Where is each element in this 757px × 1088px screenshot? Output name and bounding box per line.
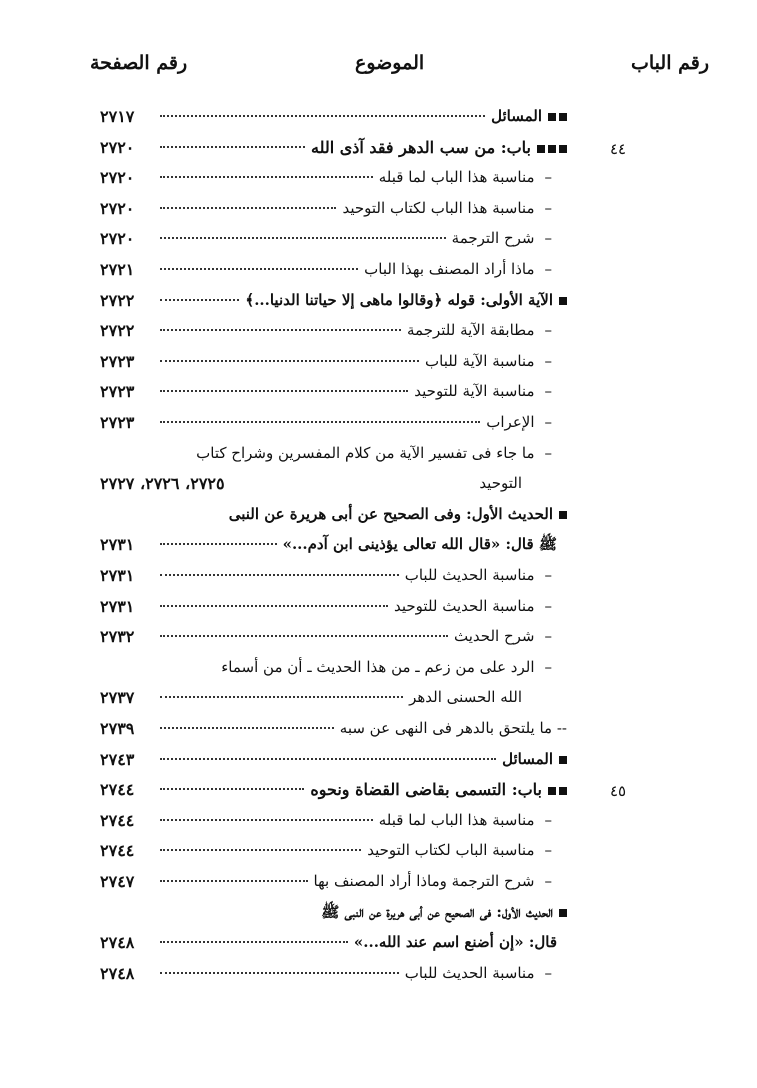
dot-leader — [160, 635, 448, 637]
dot-leader — [160, 849, 361, 851]
dash-marker: – — [544, 566, 552, 584]
page-number-header: رقم الصفحة — [90, 52, 188, 74]
page-number: ٢٧٤٤ — [100, 810, 135, 830]
page-number: ٢٧٢٣ — [100, 382, 135, 402]
toc-row — [0, 287, 757, 317]
page-number: ٢٧٣١ — [100, 596, 135, 616]
dot-leader — [160, 329, 401, 331]
toc-entry — [314, 872, 552, 890]
square-bullet-icon — [559, 297, 567, 305]
entry-text: ما جاء فى تفسير الآية من كلام المفسرين وشراح كتاب — [196, 443, 535, 462]
entry-text: الرد على من زعم ـ من هذا الحديث ـ أن من أسماء — [221, 657, 535, 676]
entry-text: الحديث الأول: فى الصحيح عن أبى هريرة عن النبى ﷺ — [321, 902, 553, 921]
dash-marker: – — [544, 443, 552, 462]
dot-leader — [160, 696, 403, 698]
dot-leader — [160, 880, 308, 882]
entry-text: -- ما يلتحق بالدهر فى النهى عن سبه — [339, 719, 567, 737]
entry-text: باب: التسمى بقاضى القضاة ونحوه — [310, 780, 542, 800]
dot-leader — [160, 605, 388, 607]
entry-text: مناسبة هذا الباب لما قبله — [378, 810, 535, 829]
toc-entry — [340, 719, 567, 737]
square-bullet-icon — [537, 145, 567, 153]
entry-text: مناسبة الحديث للتوحيد — [394, 596, 535, 615]
page-number: ٢٧٢٥، ٢٧٢٦، ٢٧٢٧ — [100, 474, 225, 494]
toc-row — [0, 164, 757, 194]
toc-entry — [196, 444, 552, 462]
toc-row — [0, 899, 757, 929]
toc-entry — [310, 780, 567, 799]
toc-row — [0, 837, 757, 867]
toc-row — [0, 623, 757, 653]
square-bullet-icon — [548, 787, 567, 795]
entry-text: الإعراب — [486, 413, 535, 431]
dot-leader — [160, 941, 348, 943]
entry-text: مناسبة الآية للتوحيد — [414, 382, 535, 401]
toc-row — [0, 776, 757, 806]
page-number: ٢٧٣٩ — [100, 719, 135, 738]
toc-entry — [321, 903, 567, 925]
dot-leader — [160, 727, 334, 729]
toc-entry — [452, 229, 552, 247]
page-number: ٢٧٤٤ — [100, 780, 135, 800]
dash-marker: – — [544, 627, 552, 646]
entry-text: شرح الحديث — [454, 627, 535, 646]
dot-leader — [160, 819, 373, 821]
toc-entry — [245, 291, 567, 309]
toc-entry — [379, 811, 552, 829]
dash-marker: – — [544, 229, 552, 248]
entry-text: الآية الأولى: قوله ﴿وقالوا ماهى إلا حياتنا الدنيا...﴾ — [245, 290, 553, 309]
page-number: ٢٧٣١ — [100, 566, 135, 585]
entry-text: مطابقة الآية للترجمة — [406, 321, 535, 340]
bullet-square — [559, 297, 567, 305]
page-number: ٢٧٤٨ — [100, 963, 135, 983]
toc-row — [0, 684, 757, 714]
dot-leader — [160, 574, 399, 576]
dot-leader — [160, 972, 399, 974]
toc-entry — [229, 505, 567, 523]
page-number: ٢٧٢٢ — [100, 321, 135, 341]
toc-entry — [407, 321, 552, 339]
dash-marker: – — [544, 596, 552, 615]
toc-row — [0, 654, 757, 684]
page-number: ٢٧١٧ — [100, 107, 135, 126]
toc-entry — [414, 382, 552, 400]
toc-entry — [491, 107, 567, 125]
dash-marker: – — [544, 351, 552, 370]
entry-text: مناسبة الآية للباب — [425, 351, 535, 370]
dot-leader — [160, 237, 446, 239]
page-number: ٢٧٣٢ — [100, 627, 135, 647]
toc-row — [0, 103, 757, 133]
page-number: ٢٧٢٠ — [100, 229, 135, 249]
toc-row — [0, 348, 757, 378]
page-number: ٢٧٢١ — [100, 260, 135, 279]
toc-entry — [454, 627, 552, 645]
chapter-number-header: رقم الباب — [631, 52, 709, 74]
entry-text: التوحيد — [479, 474, 522, 493]
entry-text: قال: «إن أضنع اسم عند الله...» — [353, 933, 557, 952]
entry-text: المسائل — [502, 749, 553, 768]
toc-row — [0, 256, 757, 286]
dot-leader — [160, 176, 373, 178]
page-number: ٢٧٢٠ — [100, 137, 135, 157]
entry-text: مناسبة الحديث للباب — [404, 566, 535, 584]
toc-row — [0, 960, 757, 990]
bullet-square — [559, 145, 567, 153]
toc-entry — [394, 597, 552, 615]
toc-entry — [405, 566, 552, 584]
toc-row — [0, 593, 757, 623]
entry-text: شرح الترجمة — [451, 229, 535, 248]
toc-entry — [502, 750, 567, 768]
toc-row — [0, 317, 757, 347]
toc-row — [0, 807, 757, 837]
page-number: ٢٧٢٠ — [100, 198, 135, 218]
square-bullet-icon — [559, 909, 567, 917]
toc-row — [0, 746, 757, 776]
chapter-number: ٤٥ — [610, 782, 627, 801]
square-bullet-icon — [548, 113, 567, 121]
dash-marker: – — [544, 657, 552, 676]
page-number: ٢٧٢٢ — [100, 290, 135, 310]
toc-row — [0, 501, 757, 531]
toc-entry — [283, 535, 557, 557]
dot-leader — [160, 788, 304, 790]
toc-entry — [221, 658, 552, 676]
chapter-number: ٤٤ — [610, 139, 627, 158]
toc-row — [0, 531, 757, 561]
page-number: ٢٧٤٧ — [100, 872, 135, 891]
entry-text: مناسبة هذا الباب لكتاب التوحيد — [342, 198, 535, 217]
bullet-square — [548, 113, 556, 121]
page-number: ٢٧٢٣ — [100, 351, 135, 371]
entry-text: مناسبة الباب لكتاب التوحيد — [367, 841, 535, 860]
toc-row — [0, 470, 757, 500]
dot-leader — [160, 758, 496, 760]
bullet-square — [559, 909, 567, 917]
dash-marker: – — [544, 260, 552, 278]
dot-leader — [160, 146, 305, 148]
page-number: ٢٧٢٠ — [100, 168, 135, 188]
dot-leader — [160, 543, 277, 545]
toc-row — [0, 134, 757, 164]
page-number: ٢٧٢٣ — [100, 413, 135, 432]
dash-marker: – — [544, 413, 552, 431]
dash-marker: – — [544, 841, 552, 860]
dash-marker: – — [544, 963, 552, 982]
dot-leader — [160, 360, 419, 362]
dot-leader — [160, 115, 485, 117]
dot-leader — [160, 390, 408, 392]
dash-marker: – — [544, 872, 552, 890]
entry-text: مناسبة الحديث للباب — [404, 963, 535, 982]
bullet-square — [548, 145, 556, 153]
toc-entry — [364, 260, 552, 278]
dash-marker: – — [544, 321, 552, 340]
toc-row — [0, 929, 757, 959]
bullet-square — [548, 787, 556, 795]
entry-text: شرح الترجمة وماذا أراد المصنف بها — [313, 872, 535, 890]
entry-text: المسائل — [491, 107, 542, 125]
toc-entry — [479, 474, 522, 492]
entry-text: مناسبة هذا الباب لما قبله — [378, 168, 535, 187]
toc-entry — [405, 964, 552, 982]
toc-row — [0, 409, 757, 439]
toc-row — [0, 195, 757, 225]
dash-marker: – — [544, 810, 552, 829]
dash-marker: – — [544, 382, 552, 401]
dash-marker: – — [544, 198, 552, 217]
bullet-square — [537, 145, 545, 153]
page-number: ٢٧٤٤ — [100, 841, 135, 861]
toc-entry — [311, 138, 567, 157]
toc-row — [0, 440, 757, 470]
page-number: ٢٧٣٧ — [100, 688, 135, 708]
toc-entry — [425, 352, 552, 370]
bullet-square — [559, 756, 567, 764]
page-number: ٢٧٤٨ — [100, 933, 135, 953]
toc-entry — [379, 168, 552, 186]
toc-entry — [354, 933, 557, 951]
toc-row — [0, 378, 757, 408]
page-number: ٢٧٣١ — [100, 535, 135, 555]
entry-text: الحديث الأول: وفى الصحيح عن أبى هريرة عن النبى — [228, 504, 553, 523]
square-bullet-icon — [559, 511, 567, 519]
square-bullet-icon — [559, 756, 567, 764]
entry-text: باب: من سب الدهر فقد آذى الله — [311, 137, 531, 157]
toc-row — [0, 225, 757, 255]
bullet-square — [559, 787, 567, 795]
toc-entry — [486, 413, 552, 431]
toc-row — [0, 715, 757, 745]
toc-row — [0, 562, 757, 592]
dash-marker: – — [544, 168, 552, 187]
bullet-square — [559, 113, 567, 121]
toc-row — [0, 868, 757, 898]
dot-leader — [160, 268, 358, 270]
entry-text: ماذا أراد المصنف بهذا الباب — [364, 260, 535, 278]
dot-leader — [160, 421, 480, 423]
entry-text: الله الحسنى الدهر — [409, 688, 522, 707]
toc-entry — [342, 199, 552, 217]
topic-header: الموضوع — [355, 52, 425, 74]
dot-leader — [160, 207, 336, 209]
page-number: ٢٧٤٣ — [100, 749, 135, 769]
toc-entry — [409, 688, 522, 706]
toc-entry — [367, 841, 552, 859]
entry-text: ﷺ قال: «قال الله تعالى يؤذينى ابن آدم...» — [282, 535, 557, 554]
bullet-square — [559, 511, 567, 519]
dot-leader — [160, 299, 239, 301]
